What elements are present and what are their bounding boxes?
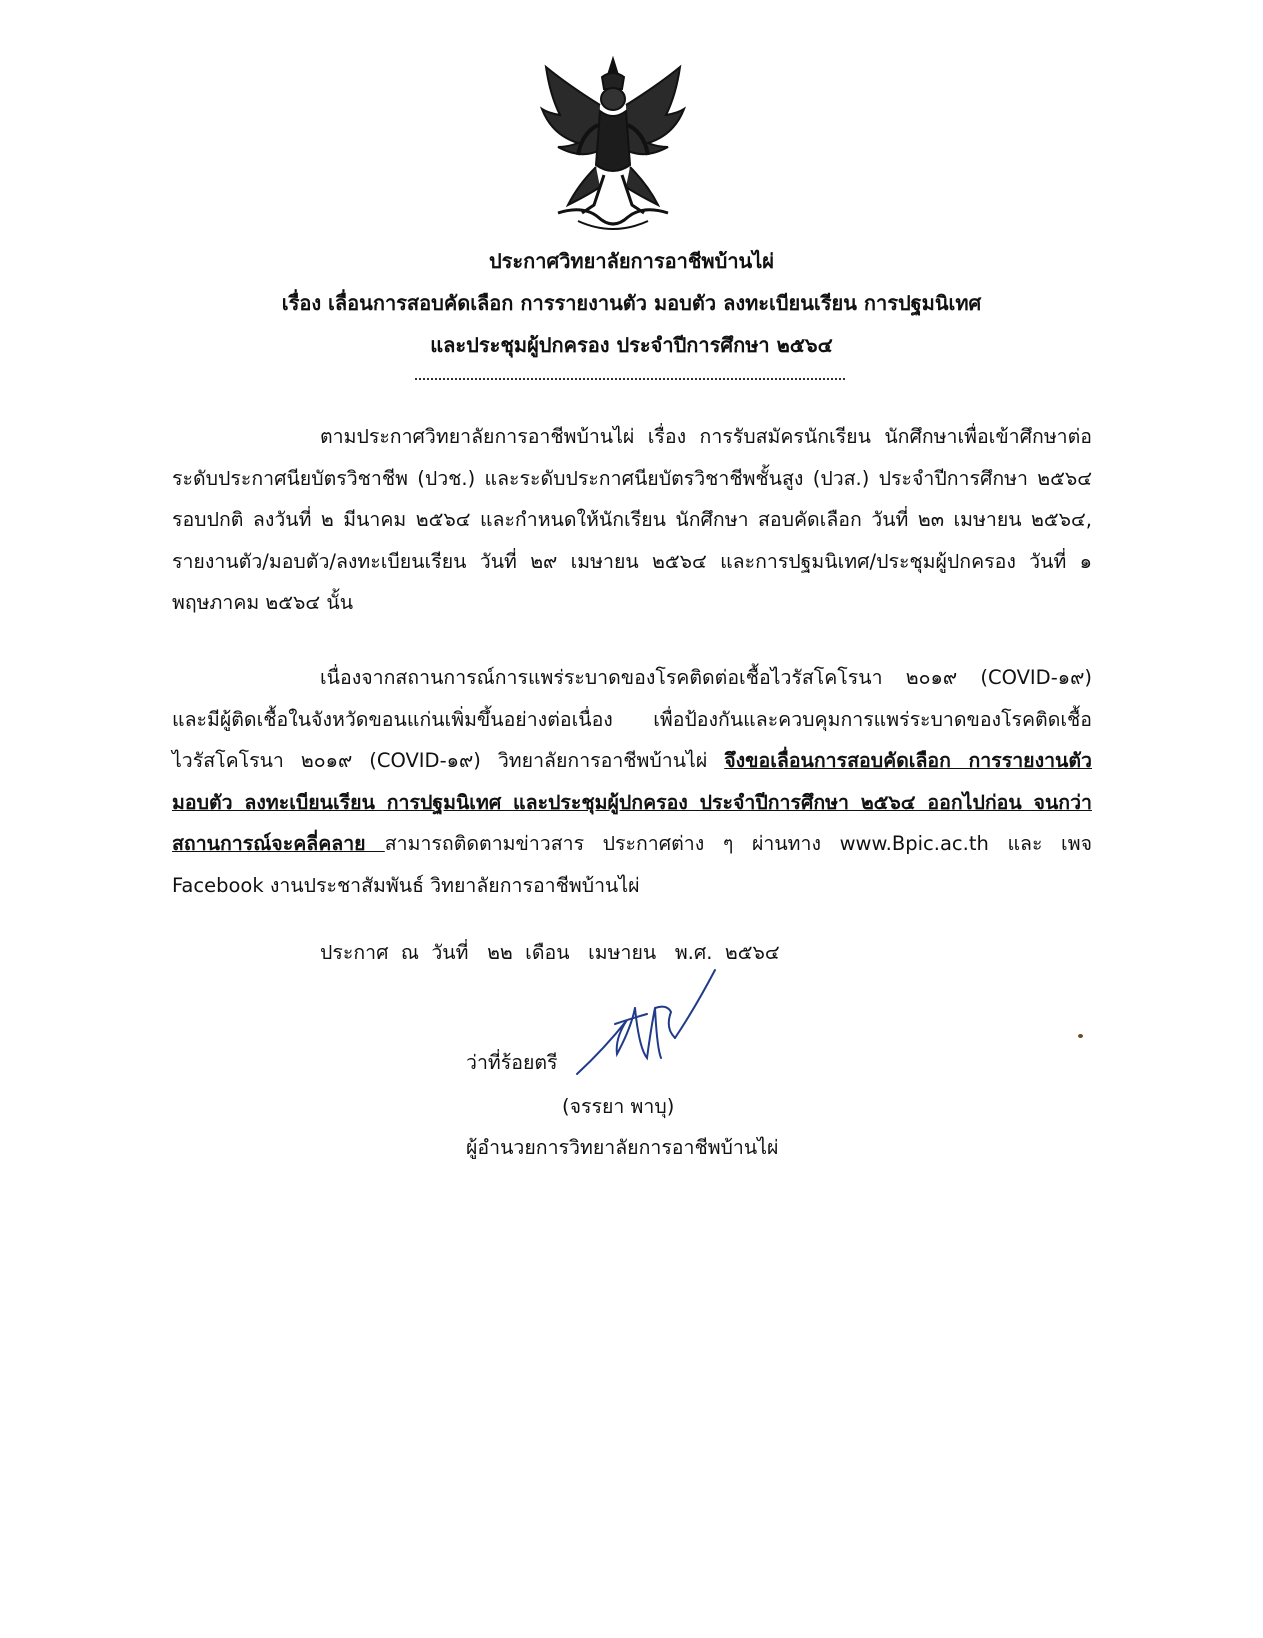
postponement-notice: จึงขอเลื่อนการสอบคัดเลือก การรายงานตัว มอบตัว ลงทะเบียนเรียน การปฐมนิเทศ และประชุมผู้ปกครอง ประจำปีการศึกษา ๒๕๖๔ ออกไปก่อน จนกว่าสถานการณ์จะคลี่คลาย — [172, 749, 1092, 855]
paragraph-postponement — [172, 657, 1092, 906]
signer-name: (จรรยา พาบุ) — [562, 1095, 675, 1118]
document-subject: เรื่อง เลื่อนการสอบคัดเลือก การรายงานตัว มอบตัว ลงทะเบียนเรียน การปฐมนิเทศ — [281, 291, 982, 315]
handwritten-signature — [575, 968, 755, 1083]
announcement-date: ประกาศ ณ วันที่ ๒๒ เดือน เมษายน พ.ศ. ๒๕๖๔ — [320, 941, 780, 964]
garuda-emblem-icon — [538, 55, 688, 235]
document-subject-line2: และประชุมผู้ปกครอง ประจำปีการศึกษา ๒๕๖๔ — [430, 333, 833, 357]
signer-rank: ว่าที่ร้อยตรี — [466, 1051, 558, 1074]
paragraph-reference: ตามประกาศวิทยาลัยการอาชีพบ้านไผ่ เรื่อง การรับสมัครนักเรียน นักศึกษาเพื่อเข้าศึกษาต่อระดับประกาศนียบัตรวิชาชีพ (ปวช.) และระดับประกาศนียบัตรวิชาชีพชั้นสูง (ปวส.) ประจำปีการศึกษา ๒๕๖๔ รอบปกติ ลงวันที่ ๒ มีนาคม ๒๕๖๔ และกำหนดให้นักเรียน นักศึกษา สอบคัดเลือก วันที่ ๒๓ เมษายน ๒๕๖๔, รายงานตัว/มอบตัว/ลงทะเบียนเรียน วันที่ ๒๙ เมษายน ๒๕๖๔ และการปฐมนิเทศ/ประชุมผู้ปกครอง วันที่ ๑ พฤษภาคม ๒๕๖๔ นั้น — [172, 425, 1092, 614]
paragraph-postponement-start: เนื่องจากสถานการณ์การแพร่ระบาดของโรคติดต่อเชื้อไวรัสโคโรนา ๒๐๑๙ (COVID-๑๙) และมีผู้ติดเชื้อในจังหวัดขอนแก่นเพิ่มขึ้นอย่างต่อเนื่อง เพื่อป้องกันและควบคุมการแพร่ระบาดของโรคติดเชื้อไวรัสโคโรนา ๒๐๑๙ (COVID-๑๙) วิทยาลัยการอาชีพบ้านไผ่ — [172, 666, 1092, 772]
paper-speck — [1078, 1034, 1083, 1038]
document-title: ประกาศวิทยาลัยการอาชีพบ้านไผ่ — [488, 249, 774, 273]
paragraph-postponement-end: สามารถติดตามข่าวสาร ประกาศต่าง ๆ ผ่านทาง www.Bpic.ac.th และ เพจ Facebook งานประชาสัมพันธ์ วิทยาลัยการอาชีพบ้านไผ่ — [172, 832, 1092, 897]
signer-position: ผู้อำนวยการวิทยาลัยการอาชีพบ้านไผ่ — [466, 1136, 779, 1159]
dotted-divider — [415, 378, 845, 380]
